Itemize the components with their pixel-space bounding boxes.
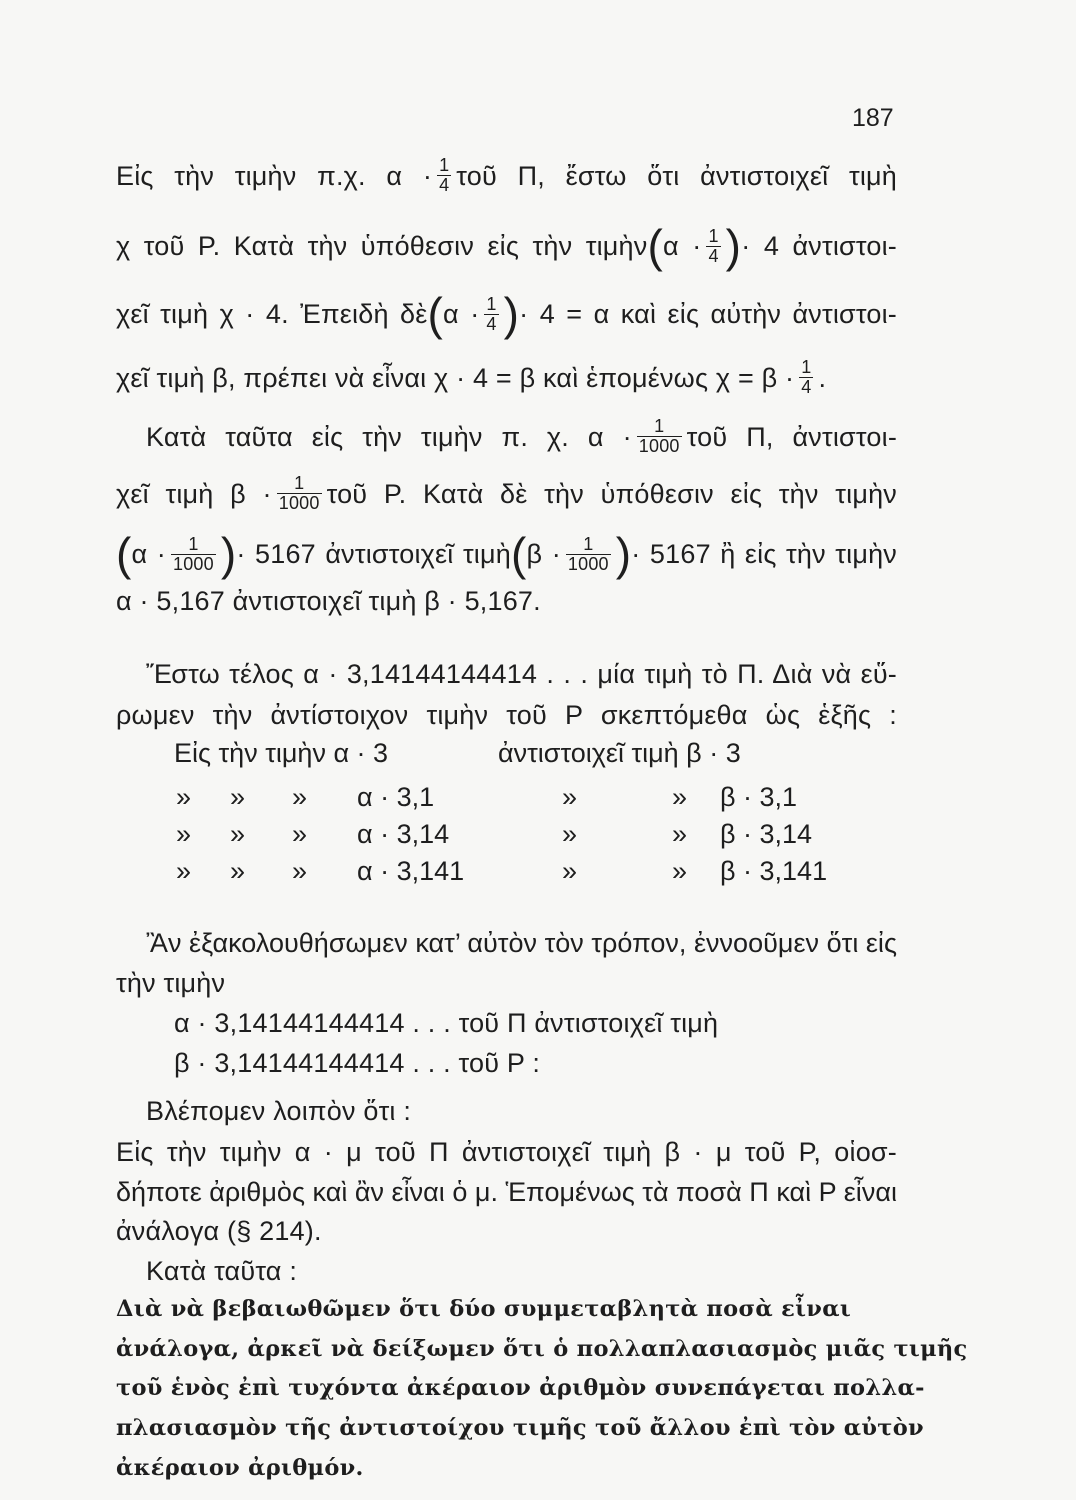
text-segment: Εἰς τὴν τιμὴν α · μ τοῦ Π ἀντιστοιχεῖ τιμὴ β · μ τοῦ Ρ, οἱοσ- bbox=[116, 1136, 897, 1167]
text-line bbox=[146, 1252, 297, 1288]
text-line bbox=[146, 655, 897, 691]
text-segment: τοῦ Ρ. Κατὰ δὲ τὴν ὑπόθεσιν εἰς τὴν τιμὴν bbox=[326, 478, 897, 509]
text-segment: β · 3,14144144414 . . . τοῦ Ρ : bbox=[174, 1047, 541, 1078]
table-cell: ἀντιστοιχεῖ τιμὴ β · 3 bbox=[498, 738, 741, 768]
text-segment: β · bbox=[526, 539, 561, 569]
fraction bbox=[484, 295, 498, 334]
text-segment: · 4 ἀντιστοι- bbox=[741, 231, 897, 261]
fraction bbox=[637, 417, 682, 456]
text-line bbox=[116, 964, 225, 1000]
text-segment: Κατὰ ταῦτα : bbox=[146, 1255, 298, 1286]
parenthesis: ( bbox=[427, 288, 444, 340]
page-number: 187 bbox=[852, 104, 894, 132]
text-line bbox=[116, 582, 541, 618]
text-segment: Ἔστω τέλος α · 3,14144144414 . . . μία τιμὴ τὸ Π. Διὰ νὰ εὕ- bbox=[146, 658, 897, 689]
text-segment: . bbox=[818, 362, 827, 393]
table-cell: β · 3,1 bbox=[720, 782, 798, 812]
fraction-numerator: 1 bbox=[439, 155, 450, 175]
table-cell: » bbox=[672, 856, 688, 886]
text-line bbox=[116, 156, 897, 195]
fraction-denominator: 1000 bbox=[278, 493, 320, 513]
text-line bbox=[174, 1004, 718, 1040]
table-cell: » bbox=[230, 856, 246, 886]
text-segment: · 4 = α καὶ εἰς αὐτὴν ἀντιστοι- bbox=[519, 299, 897, 329]
fraction-numerator: 1 bbox=[171, 535, 216, 555]
parenthesis: ( bbox=[116, 528, 132, 580]
text-line bbox=[116, 528, 898, 580]
table-cell: » bbox=[292, 819, 308, 849]
fraction-denominator: 1000 bbox=[567, 553, 609, 574]
table-cell: » bbox=[562, 856, 578, 886]
text-segment: ἀνάλογα (§ 214). bbox=[116, 1215, 322, 1246]
text-segment: α · 5,167 ἀντιστοιχεῖ τιμὴ β · 5,167. bbox=[116, 585, 541, 616]
text-segment: α · bbox=[663, 231, 702, 261]
text-segment: τοῦ Π, ἔστω ὅτι ἀντιστοιχεῖ τιμὴ bbox=[456, 160, 897, 191]
text-line bbox=[116, 696, 897, 732]
text-segment: χεῖ τιμὴ β · bbox=[116, 478, 272, 509]
fraction bbox=[171, 535, 216, 574]
bold-rule-line: ἀνάλογα, ἀρκεῖ νὰ δείξωμεν ὅτι ὁ πολλαπλασιασμὸς μιᾶς τιμῆς bbox=[116, 1336, 968, 1362]
table-cell: » bbox=[292, 782, 308, 812]
table-cell: β · 3,14 bbox=[720, 819, 813, 849]
fraction-numerator: 1 bbox=[566, 535, 611, 555]
fraction-denominator: 4 bbox=[486, 313, 497, 334]
text-line bbox=[116, 1133, 897, 1169]
table-cell: β · 3,141 bbox=[720, 856, 828, 886]
fraction-numerator: 1 bbox=[637, 417, 682, 437]
parenthesis: ( bbox=[647, 220, 664, 272]
text-line bbox=[116, 1173, 897, 1209]
parenthesis: ( bbox=[510, 528, 527, 580]
text-segment: Ἂν ἐξακολουθήσωμεν κατ’ αὐτὸν τὸν τρόπον, ἐννοοῦμεν ὅτι εἰς bbox=[146, 927, 897, 958]
text-segment: Βλέπομεν λοιπὸν ὅτι : bbox=[146, 1095, 412, 1126]
table-cell: α · 3,141 bbox=[357, 856, 465, 886]
fraction bbox=[706, 227, 720, 266]
table-cell: » bbox=[176, 782, 192, 812]
fraction-denominator: 1000 bbox=[173, 553, 214, 574]
text-segment: χ τοῦ Ρ. Κατὰ τὴν ὑπόθεσιν εἰς τὴν τιμὴν bbox=[116, 231, 648, 261]
text-segment: Εἰς τὴν τιμὴν π.χ. α · bbox=[116, 160, 433, 191]
bold-rule-line: πλασιασμὸν τῆς ἀντιστοίχου τιμῆς τοῦ ἄλλου ἐπὶ τὸν αὐτὸν bbox=[116, 1415, 924, 1441]
table-cell: Εἰς τὴν τιμὴν α · 3 bbox=[174, 738, 389, 768]
fraction-numerator: 1 bbox=[277, 474, 322, 494]
fraction-numerator: 1 bbox=[486, 293, 497, 314]
fraction-denominator: 4 bbox=[801, 377, 812, 397]
parenthesis: ) bbox=[615, 528, 632, 580]
parenthesis: ) bbox=[725, 220, 742, 272]
fraction bbox=[437, 156, 451, 195]
table-cell: α · 3,1 bbox=[357, 782, 435, 812]
table-cell: » bbox=[230, 782, 246, 812]
text-segment: τοῦ Π, ἀντιστοι- bbox=[686, 421, 898, 452]
fraction-denominator: 1000 bbox=[638, 436, 680, 456]
parenthesis: ) bbox=[503, 288, 520, 340]
table-cell: » bbox=[176, 819, 192, 849]
text-segment: · 5167 ἢ εἰς τὴν τιμὴν bbox=[631, 539, 898, 569]
text-segment: δήποτε ἀριθμὸς καὶ ἂν εἶναι ὁ μ. Ἑπομένως τὰ ποσὰ Π καὶ Ρ εἶναι bbox=[116, 1176, 897, 1207]
text-line bbox=[116, 474, 897, 513]
fraction bbox=[566, 535, 611, 574]
text-segment: α · bbox=[131, 539, 166, 569]
table-cell: α · 3,14 bbox=[357, 819, 450, 849]
bold-rule-line: Διὰ νὰ βεβαιωθῶμεν ὅτι δύο συμμεταβλητὰ ποσὰ εἶναι bbox=[116, 1296, 852, 1322]
text-segment: Κατὰ ταῦτα εἰς τὴν τιμὴν π. χ. α · bbox=[146, 421, 632, 452]
text-line bbox=[116, 358, 826, 397]
text-segment: α · bbox=[443, 299, 480, 329]
text-segment: χεῖ τιμὴ χ · 4. Ἐπειδὴ δὲ bbox=[116, 299, 428, 329]
text-line bbox=[116, 288, 897, 340]
table-cell: » bbox=[230, 819, 246, 849]
text-line bbox=[116, 1212, 322, 1248]
text-segment: ρωμεν τὴν ἀντίστοιχον τιμὴν τοῦ Ρ σκεπτόμεθα ὡς ἑξῆς : bbox=[116, 699, 897, 730]
table-cell: » bbox=[176, 856, 192, 886]
bold-rule-line: τοῦ ἑνὸς ἐπὶ τυχόντα ἀκέραιον ἀριθμὸν συνεπάγεται πολλα- bbox=[116, 1375, 925, 1401]
table-cell: » bbox=[562, 819, 578, 849]
text-line bbox=[146, 1092, 411, 1128]
text-segment: · 5167 ἀντιστοιχεῖ τιμὴ bbox=[236, 539, 511, 569]
fraction-numerator: 1 bbox=[801, 357, 812, 377]
text-line bbox=[174, 1044, 540, 1080]
table-cell: » bbox=[292, 856, 308, 886]
table-cell: » bbox=[672, 819, 688, 849]
text-line bbox=[146, 417, 897, 456]
fraction-denominator: 4 bbox=[708, 245, 719, 266]
text-segment: α · 3,14144144414 . . . τοῦ Π ἀντιστοιχεῖ τιμὴ bbox=[174, 1007, 719, 1038]
fraction-denominator: 4 bbox=[439, 175, 450, 195]
bold-rule-line: ἀκέραιον ἀριθμόν. bbox=[116, 1455, 364, 1481]
text-segment: χεῖ τιμὴ β, πρέπει νὰ εἶναι χ · 4 = β καὶ ἑπομένως χ = β · bbox=[116, 362, 795, 393]
fraction bbox=[799, 358, 813, 397]
text-line bbox=[146, 924, 897, 960]
fraction-numerator: 1 bbox=[708, 225, 719, 246]
table-cell: » bbox=[672, 782, 688, 812]
text-segment: τὴν τιμὴν bbox=[116, 967, 226, 998]
parenthesis: ) bbox=[220, 528, 237, 580]
text-line bbox=[116, 220, 897, 272]
fraction bbox=[277, 474, 322, 513]
table-cell: » bbox=[562, 782, 578, 812]
